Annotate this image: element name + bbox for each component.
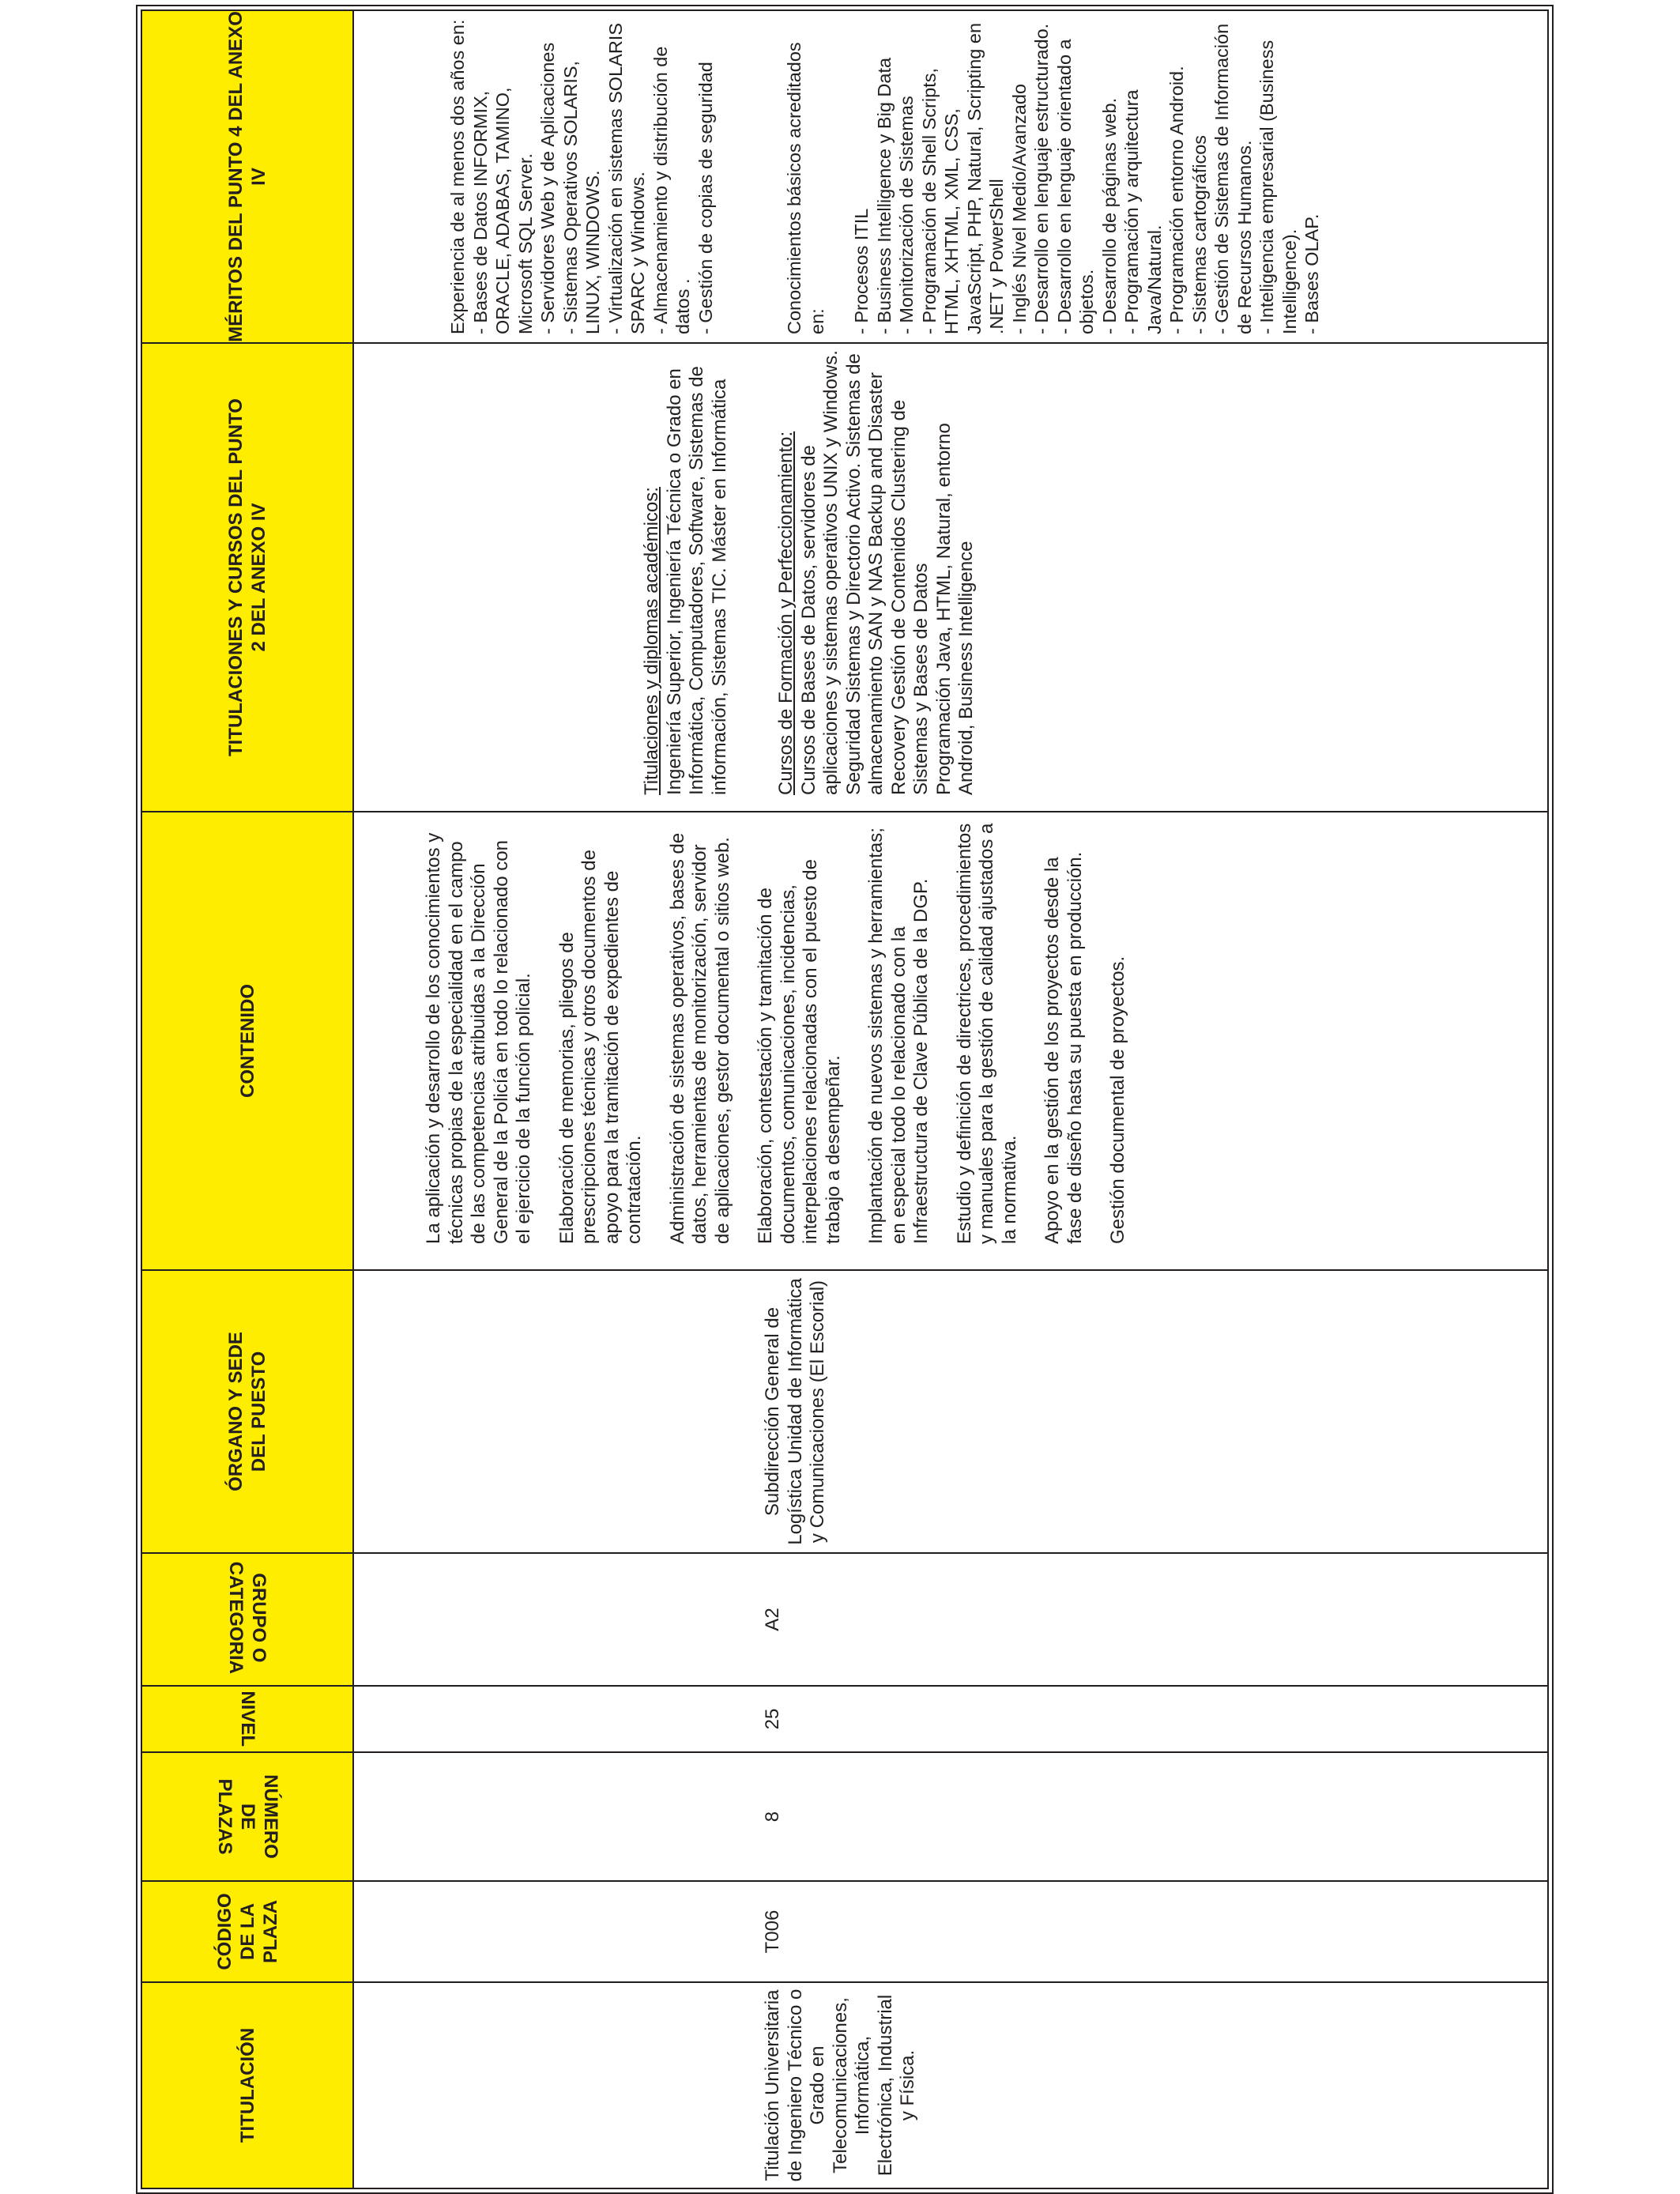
nivel-value: 25 [762,1708,783,1730]
cell-titulacion [353,1982,1548,2188]
cell-codigo [353,1881,1548,1982]
cell-titulaciones-cursos [353,343,1548,812]
header-numero-plazas-label: NÚMERO DE PLAZAS [213,1774,281,1859]
cell-organo [353,1270,1548,1553]
header-grupo [141,1553,353,1686]
header-titulacion: TITULACIÓN [141,1982,353,2188]
contenido-paragraph: Administración de sistemas operativos, bases de datos, herramientas de monitorización, servidor de aplicaciones, gestor documental o sitios web. [666,832,733,1244]
conocimientos-item: - Monitorización de Sistemas [896,96,917,334]
contenido-paragraph: Estudio y definición de directrices, procedimientos y manuales para la gestión de calidad ajustados a la normativa. [953,823,1020,1244]
conocimientos-item: - Desarrollo de páginas web. [1098,97,1120,334]
conocimientos-item: - Inglés Nivel Medio/Avanzado [1008,84,1030,334]
cell-nivel [353,1686,1548,1752]
header-titulaciones-cursos: TITULACIONES Y CURSOS DEL PUNTO 2 DEL ANEXO IV [141,343,353,812]
spacer [753,349,775,795]
spacer [717,17,739,334]
experiencia-item: - Servidores Web y de Aplicaciones [537,42,558,334]
cell-contenido [353,812,1548,1270]
experiencia-item: - Gestión de copias de seguridad [695,62,716,334]
academicos-text: Ingeniería Superior, Ingeniería Técnica o Grado en Informática, Computadores, Software, Sistemas de información, Sistemas TIC. Máster en Informática [663,366,730,795]
experiencia-item: - Virtualización en sistemas SOLARIS SPARC y Windows. [605,22,648,334]
header-organo: ÓRGANO Y SEDE DEL PUESTO [141,1270,353,1553]
header-row [141,10,353,2188]
cursos-line: Programación Java, HTML, Natural, entorno Android, Business Intelligence [932,423,977,795]
conocimientos-item: - Bases OLAP. [1301,213,1322,334]
conocimientos-intro: Conocimientos básicos acreditados en: [784,42,827,334]
header-nivel-label: NIVEL [236,1691,258,1747]
cursos-line: Cursos de Bases de Datos, servidores de aplicaciones y sistemas operativos UNIX y Windows. [797,350,842,795]
header-codigo: CÓDIGO DE LA PLAZA [141,1881,353,1982]
experiencia-intro: Experiencia de al menos dos años en: [447,19,468,334]
contenido-paragraph: Gestión documental de proyectos. [1107,956,1128,1244]
header-contenido: CONTENIDO [141,812,353,1270]
cell-grupo [353,1553,1548,1686]
conocimientos-item: - Programación entorno Android. [1166,66,1187,334]
cell-meritos [353,10,1548,343]
conocimientos-item: - Inteligencia empresarial (Business Intelligence). [1256,40,1300,334]
cursos-title: Cursos de Formación y Perfeccionamiento: [775,431,797,795]
header-grupo-label: GRUPO O CATEGORIA [225,1561,269,1674]
codigo-value: T006 [762,1909,783,1954]
contenido-paragraph: Elaboración, contestación y tramitación de documentos, comunicaciones, incidencias, interpelaciones relacionadas con el puesto de trabajo a desempeñar. [755,859,844,1244]
experiencia-item: - Sistemas Operativos SOLARIS, LINUX, WINDOWS. [559,60,603,334]
numero-value: 8 [762,1811,783,1823]
conocimientos-item: - Procesos ITIL [851,208,872,334]
contenido-paragraph: La aplicación y desarrollo de los conocimientos y técnicas propias de la especialidad en el campo de las competencias atribuidas a la Dirección General de la Policía en todo lo relacionado con el ejercicio de la función policial. [423,832,534,1244]
contenido-paragraph: Implantación de nuevos sistemas y herramientas; en especial todo lo relacionado con la Infraestructura de Clave Pública de la DGP. [865,827,932,1244]
spacer [828,17,850,334]
contenido-paragraph: Apoyo en la gestión de los proyectos desde la fase de diseño hasta su puesta en producción. [1042,851,1086,1244]
spacer [739,17,761,334]
conocimientos-item: - Programación y arquitectura Java/Natural. [1121,89,1165,334]
rotated-table-wrapper [141,11,1549,2189]
plazas-table [141,9,1549,2189]
conocimientos-item: - Desarrollo en lenguaje orientado a objetos. [1053,39,1097,334]
experiencia-item: - Bases de Datos INFORMIX, ORACLE, ADABAS, TAMINO, Microsoft SQL Server. [469,87,536,334]
conocimientos-item: - Gestión de Sistemas de Información de Recursos Humanos. [1211,23,1255,334]
conocimientos-item: - Desarrollo en lenguaje estructurado. [1031,23,1052,334]
titulacion-text: Titulación Universitaria de Ingeniero Técnico o Grado en Telecomunicaciones, Informática, Electrónica, Industrial y Física. [762,1989,918,2182]
academicos-title: Titulaciones y diplomas académicos: [641,487,662,795]
data-row [353,10,1548,2188]
header-meritos: MÉRITOS DEL PUNTO 4 DEL ANEXO IV [141,10,353,343]
spacer [761,17,783,334]
experiencia-item: - Almacenamiento y distribución de datos . [650,46,693,334]
header-nivel [141,1686,353,1752]
conocimientos-item: - Business Intelligence y Big Data [873,57,895,334]
contenido-paragraph: Elaboración de memorias, pliegos de prescripciones técnicas y otros documentos de apoyo para la tramitación de expedientes de contratación. [556,850,645,1244]
header-numero-plazas [141,1752,353,1881]
cell-numero [353,1752,1548,1881]
grupo-value: A2 [762,1608,783,1631]
organo-text: Subdirección General de Logística Unidad de Informática y Comunicaciones (El Escorial) [762,1278,828,1545]
cursos-line: Seguridad Sistemas y Directorio Activo. Sistemas de almacenamiento SAN y NAS Backup and Disaster Recovery Gestión de Contenidos Clustering de Sistemas y Bases de Datos [842,353,932,795]
conocimientos-item: - Programación de Shell Scripts, HTML, XHTML, XML, CSS, JavaScript, PHP, Natural, Scripting en .NET y PowerShell [918,22,1007,334]
conocimientos-item: - Sistemas cartográficos [1188,134,1210,334]
spacer [731,349,753,795]
